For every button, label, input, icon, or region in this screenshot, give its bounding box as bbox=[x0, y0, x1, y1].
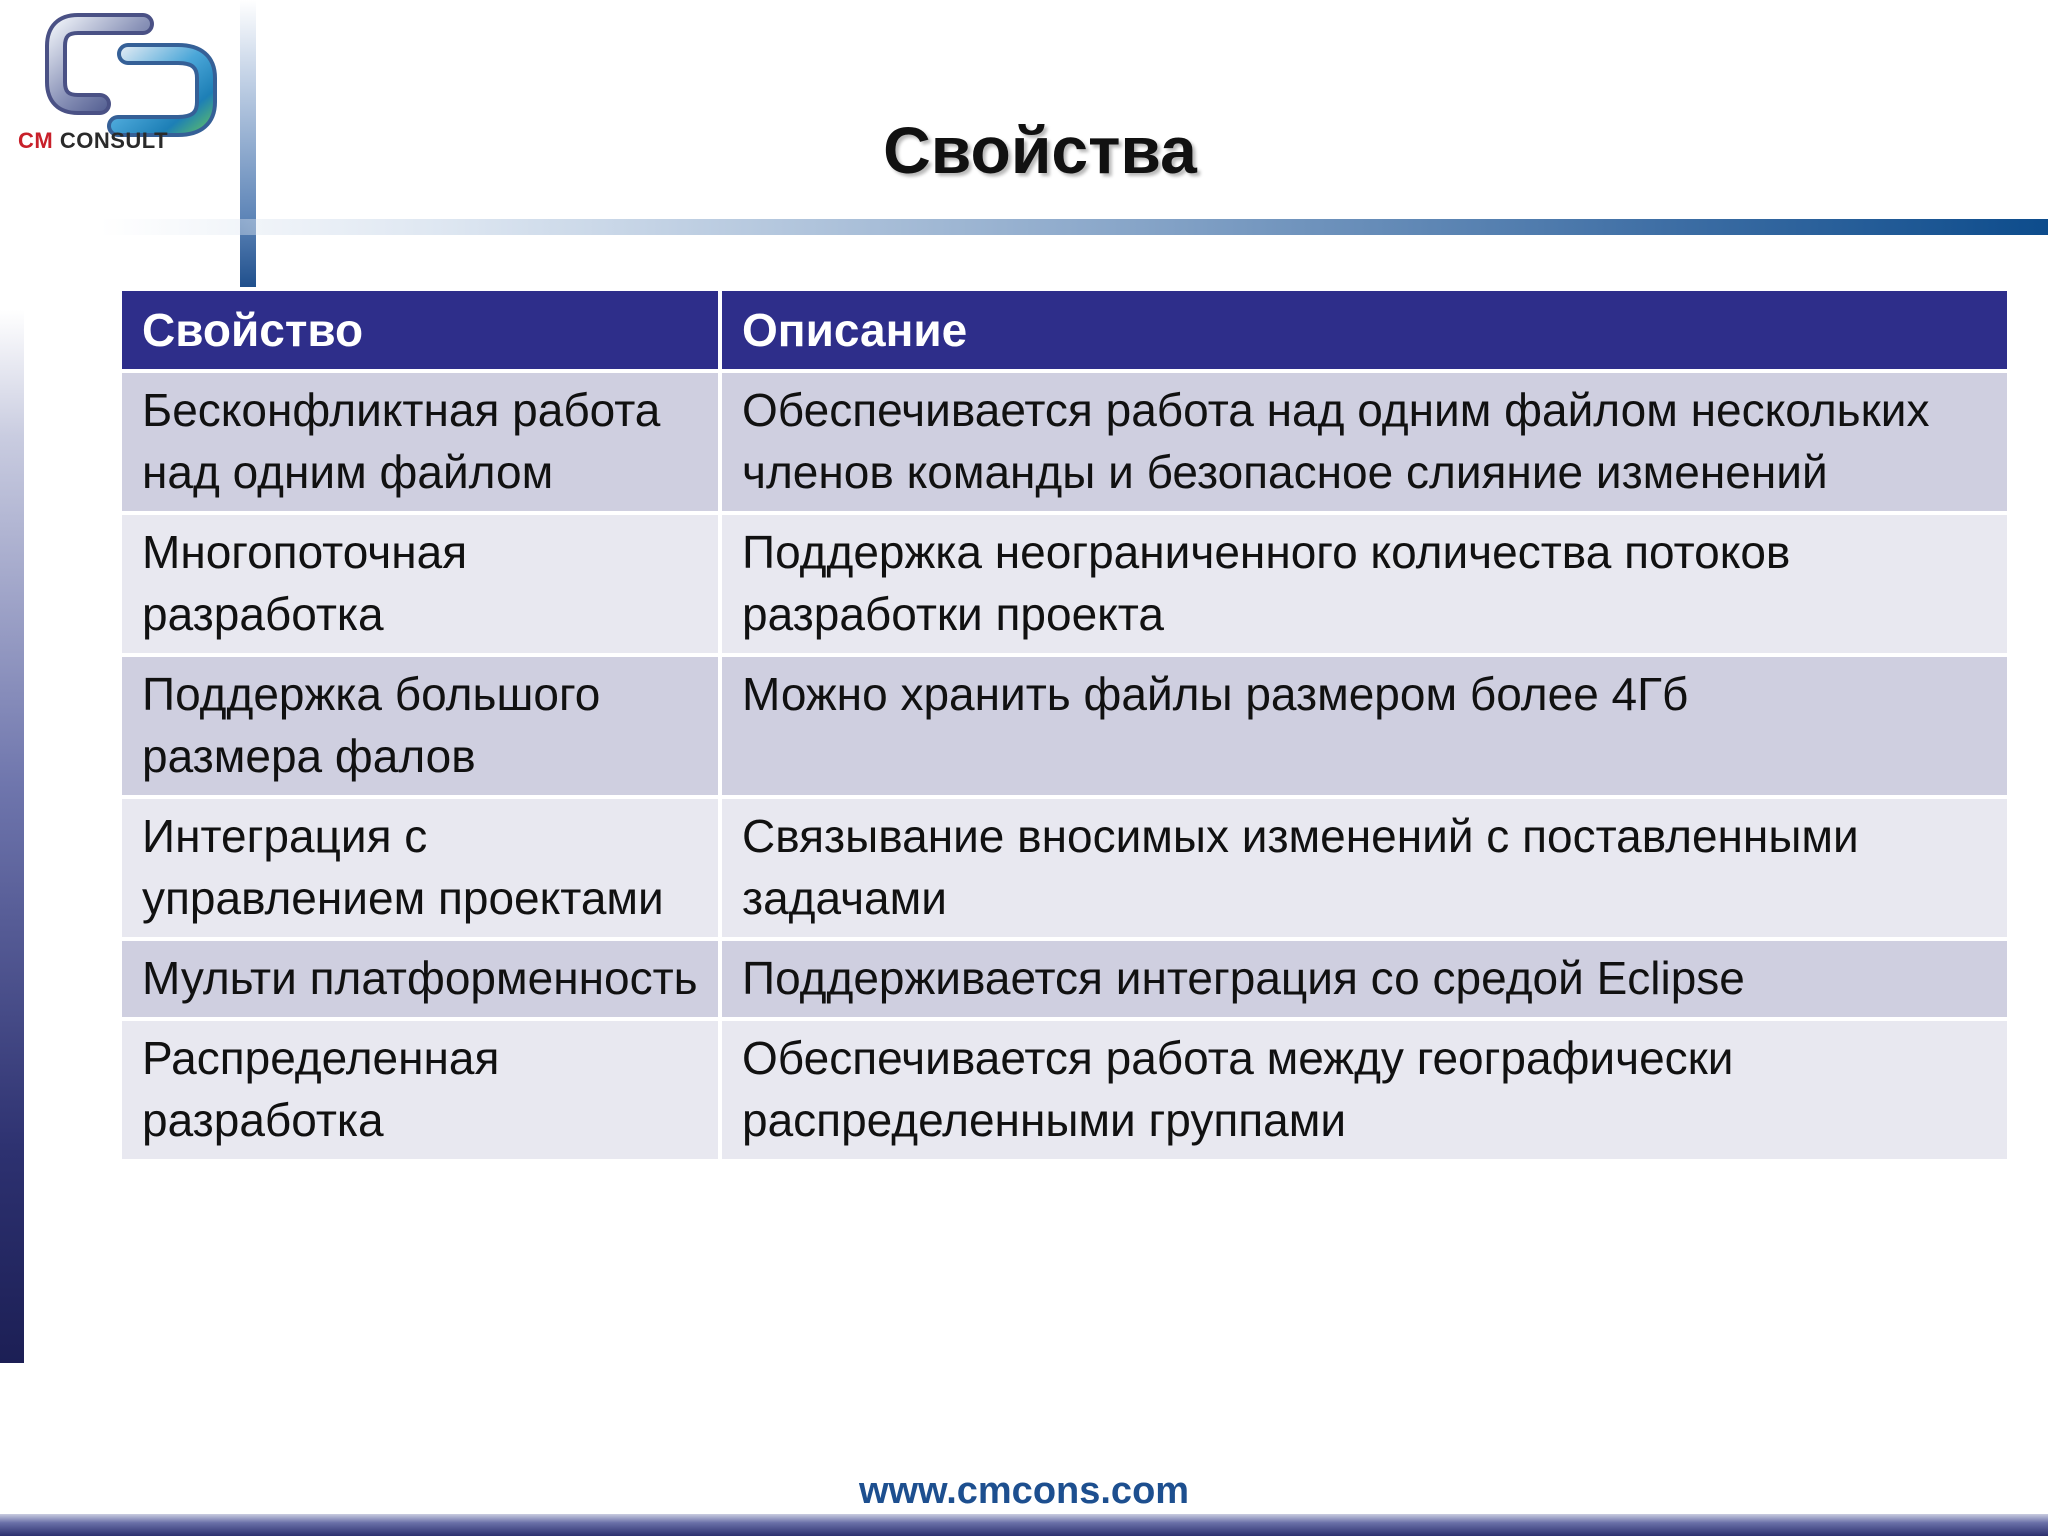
property-cell: Распределенная разработка bbox=[120, 1019, 720, 1161]
table-row bbox=[120, 939, 2009, 1019]
title-underline-rule bbox=[100, 219, 2048, 235]
cm-consult-logo-icon bbox=[38, 10, 228, 140]
slide-title: Свойства bbox=[883, 113, 1197, 187]
property-cell: Поддержка большого размера фалов bbox=[120, 655, 720, 797]
table-row bbox=[120, 655, 2009, 797]
description-cell: Связывание вносимых изменений с поставленными задачами bbox=[720, 797, 2009, 939]
column-header-description: Описание bbox=[720, 289, 2009, 371]
table-row bbox=[120, 1019, 2009, 1161]
company-logo bbox=[14, 10, 234, 160]
property-cell: Многопоточная разработка bbox=[120, 513, 720, 655]
logo-wordmark bbox=[18, 128, 168, 154]
table-header-row bbox=[120, 289, 2009, 371]
table-row bbox=[120, 797, 2009, 939]
table-row bbox=[120, 513, 2009, 655]
column-header-property: Свойство bbox=[120, 289, 720, 371]
bottom-accent-bar bbox=[0, 1514, 2048, 1536]
table-row bbox=[120, 371, 2009, 513]
logo-divider-line bbox=[240, 0, 256, 288]
description-cell: Можно хранить файлы размером более 4Гб bbox=[720, 655, 2009, 797]
logo-wordmark-prefix: CM bbox=[18, 128, 54, 153]
property-cell: Интеграция с управлением проектами bbox=[120, 797, 720, 939]
left-accent-bar bbox=[0, 310, 24, 1363]
description-cell: Обеспечивается работа между географически распределенными группами bbox=[720, 1019, 2009, 1161]
description-cell: Поддержка неограниченного количества потоков разработки проекта bbox=[720, 513, 2009, 655]
description-cell: Обеспечивается работа над одним файлом нескольких членов команды и безопасное слияние изменений bbox=[720, 371, 2009, 513]
description-cell: Поддерживается интеграция со средой Eclipse bbox=[720, 939, 2009, 1019]
property-cell: Мульти платформенность bbox=[120, 939, 720, 1019]
properties-table bbox=[118, 287, 2011, 1163]
property-cell: Бесконфликтная работа над одним файлом bbox=[120, 371, 720, 513]
logo-wordmark-suffix: CONSULT bbox=[59, 128, 169, 153]
footer-website-url: www.cmcons.com bbox=[858, 1470, 1190, 1512]
